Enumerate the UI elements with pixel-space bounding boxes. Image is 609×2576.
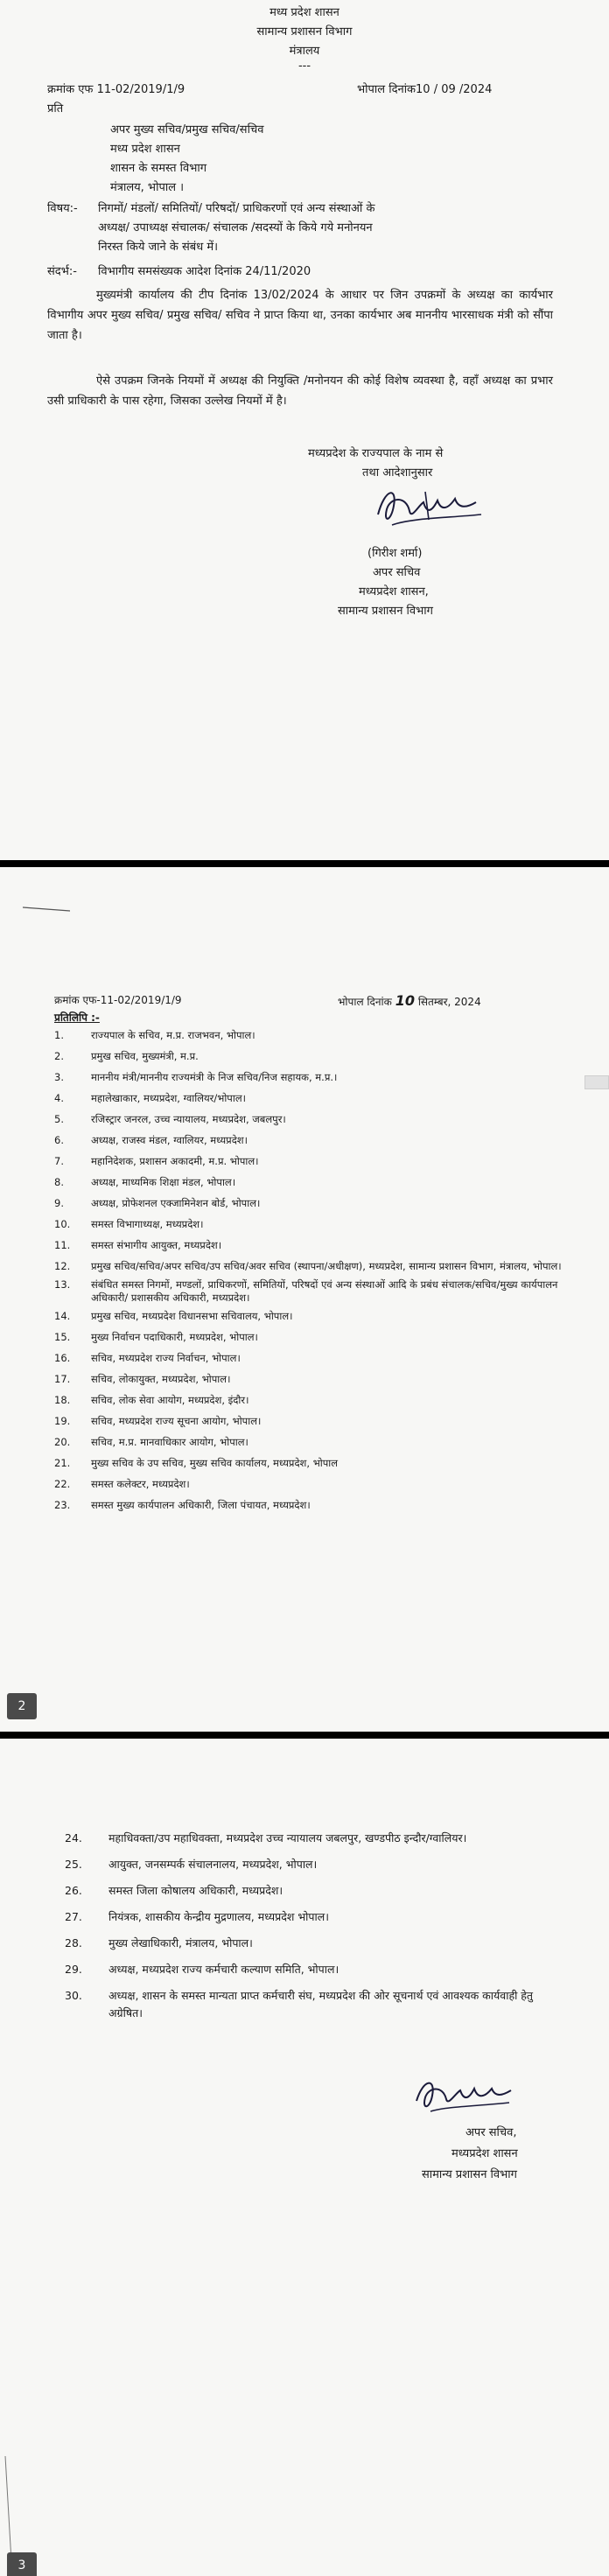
list-item: 26. समस्त जिला कोषालय अधिकारी, मध्यप्रदेश। [65, 1884, 284, 1897]
addressee-line: अपर मुख्य सचिव/प्रमुख सचिव/सचिव [110, 123, 264, 136]
list-item: 5. रजिस्ट्रार जनरल, उच्च न्यायालय, मध्यप्रदेश, जबलपुर। [54, 1113, 286, 1125]
list-item: 10. समस्त विभागाध्यक्ष, मध्यप्रदेश। [54, 1218, 204, 1230]
document-page-3 [0, 1739, 609, 2576]
list-item: 9. अध्यक्ष, प्रोफेशनल एक्जामिनेशन बोर्ड, भोपाल। [54, 1197, 261, 1209]
signer-designation: अपर सचिव [373, 566, 421, 579]
list-item: 4. महालेखाकार, मध्यप्रदेश, ग्वालियर/भोपाल। [54, 1092, 246, 1104]
list-item: 6. अध्यक्ष, राजस्व मंडल, ग्वालियर, मध्यप्रदेश। [54, 1134, 248, 1146]
list-item: 27. नियंत्रक, शासकीय केन्द्रीय मुद्रणालय, मध्यप्रदेश भोपाल। [65, 1910, 329, 1923]
signer-department: सामान्य प्रशासन विभाग [338, 605, 433, 618]
list-item: 19. सचिव, मध्यप्रदेश राज्य सूचना आयोग, भोपाल। [54, 1415, 262, 1427]
scroll-handle[interactable] [584, 1075, 609, 1089]
subject-line: निरस्त किये जाने के संबंध में। [98, 241, 219, 254]
header-govt: मध्य प्रदेश शासन [270, 6, 340, 19]
copy-label: प्रतिलिपि :- [54, 1012, 100, 1024]
paragraph-1: मुख्यमंत्री कार्यालय की टीप दिनांक 13/02/2024 के आधार पर जिन उपक्रमों के अध्यक्ष का कार्यभार विभागीय अपर मुख्य सचिव/ प्रमुख सचिव/ सचिव ने प्राप्त किया था, उनका कार्यभार अब माननीय भारसाधक मंत्री को सौंपा जाता है। [47, 289, 553, 342]
page-number-badge: 3 [7, 2552, 37, 2576]
governor-line-2: तथा आदेशानुसार [362, 466, 433, 480]
signer-name: (गिरीश शर्मा) [368, 547, 423, 560]
reference-text: विभागीय समसंख्यक आदेश दिनांक 24/11/2020 [98, 265, 312, 278]
list-item: 11. समस्त संभागीय आयुक्त, मध्यप्रदेश। [54, 1239, 222, 1251]
subject-line: निगमों/ मंडलों/ समितियों/ परिषदों/ प्राधिकरणों एवं अन्य संस्थाओं के [98, 202, 375, 215]
signer-government: मध्यप्रदेश शासन [452, 2147, 518, 2160]
prati-label: प्रति [47, 102, 64, 116]
list-item: 13. संबंधित समस्त निगमों, मण्डलों, प्राधिकरणों, समितियों, परिषदों एवं अन्य संस्थाओं आदि के प्रबंध संचालक/सचिव/मुख्य कार्यपालन अधिकारी/ प्रशासकीय अधिकारी, मध्यप्रदेश। [54, 1278, 558, 1304]
list-item: 12. प्रमुख सचिव/सचिव/अपर सचिव/उप सचिव/अवर सचिव (स्थापना/अधीक्षण), मध्यप्रदेश, सामान्य प्रशासन विभाग, मंत्रालय, भोपाल। [54, 1260, 562, 1272]
list-item: 16. सचिव, मध्यप्रदेश राज्य निर्वाचन, भोपाल। [54, 1352, 241, 1364]
list-item: 29. अध्यक्ष, मध्यप्रदेश राज्य कर्मचारी कल्याण समिति, भोपाल। [65, 1963, 340, 1976]
signer-department: सामान्य प्रशासन विभाग [422, 2168, 517, 2181]
order-number: क्रमांक एफ-11-02/2019/1/9 [54, 994, 182, 1006]
signer-designation: अपर सचिव, [466, 2126, 517, 2139]
reference-label: संदर्भ:- [47, 265, 77, 278]
addressee-line: मध्य प्रदेश शासन [110, 143, 180, 156]
list-item: 3. माननीय मंत्री/माननीय राज्यमंत्री के निज सचिव/निज सहायक, म.प्र.। [54, 1071, 338, 1083]
order-date [338, 992, 481, 1009]
copy-list-continued [65, 1830, 558, 2031]
governor-line-1: मध्यप्रदेश के राज्यपाल के नाम से [308, 447, 444, 460]
list-item: 22. समस्त कलेक्टर, मध्यप्रदेश। [54, 1478, 190, 1490]
header-dashes: --- [298, 60, 312, 73]
signature-image [408, 2071, 522, 2122]
list-item: 24. महाधिवक्ता/उप महाधिवक्ता, मध्यप्रदेश उच्च न्यायालय जबलपुर, खण्डपीठ इन्दौर/ग्वालियर। [65, 1831, 467, 1844]
list-item: 17. सचिव, लोकायुक्त, मध्यप्रदेश, भोपाल। [54, 1373, 231, 1385]
order-date-suffix: सितम्बर, 2024 [417, 996, 481, 1008]
list-item: 30. अध्यक्ष, शासन के समस्त मान्यता प्राप्त कर्मचारी संघ, मध्यप्रदेश की ओर सूचनार्थ एवं आवश्यक कार्यवाही हेतु अग्रेषित। [65, 1989, 534, 2020]
header-dept: सामान्य प्रशासन विभाग [256, 25, 353, 38]
paragraph-2: ऐसे उपक्रम जिनके नियमों में अध्यक्ष की नियुक्ति /मनोनयन की कोई विशेष व्यवस्था है, वहाँ अध्यक्ष का प्रभार उसी प्राधिकारी के पास रहेगा, जिसका उल्लेख नियमों में है। [47, 374, 553, 408]
order-date-prefix: भोपाल दिनांक [338, 996, 392, 1008]
list-item: 20. सचिव, म.प्र. मानवाधिकार आयोग, भोपाल। [54, 1436, 248, 1448]
order-date-day: 10 [395, 992, 415, 1009]
scan-mark [21, 902, 74, 914]
order-date: भोपाल दिनांक10 / 09 /2024 [357, 83, 493, 96]
document-page-1 [0, 0, 609, 860]
list-item: 2. प्रमुख सचिव, मुख्यमंत्री, म.प्र. [54, 1050, 199, 1062]
list-item: 23. समस्त मुख्य कार्यपालन अधिकारी, जिला पंचायत, मध्यप्रदेश। [54, 1499, 311, 1511]
addressee-line: शासन के समस्त विभाग [110, 162, 207, 175]
copy-list [54, 1029, 579, 1520]
signer-government: मध्यप्रदेश शासन, [359, 585, 429, 598]
order-number: क्रमांक एफ 11-02/2019/1/9 [47, 83, 186, 96]
page-number-badge: 2 [7, 1693, 37, 1719]
document-page-2 [0, 867, 609, 1732]
subject-label: विषय:- [47, 202, 78, 215]
list-item: 21. मुख्य सचिव के उप सचिव, मुख्य सचिव कार्यालय, मध्यप्रदेश, भोपाल [54, 1457, 339, 1469]
list-item: 28. मुख्य लेखाधिकारी, मंत्रालय, भोपाल। [65, 1936, 253, 1950]
subject-line: अध्यक्ष/ उपाध्यक्ष संचालक/ संचालक /सदस्यों के किये गये मनोनयन [98, 221, 373, 234]
list-item: 14. प्रमुख सचिव, मध्यप्रदेश विधानसभा सचिवालय, भोपाल। [54, 1310, 293, 1322]
header-secretariat: मंत्रालय [289, 45, 320, 58]
list-item: 18. सचिव, लोक सेवा आयोग, मध्यप्रदेश, इंदौर। [54, 1394, 249, 1406]
list-item: 8. अध्यक्ष, माध्यमिक शिक्षा मंडल, भोपाल। [54, 1176, 236, 1188]
addressee-line: मंत्रालय, भोपाल । [110, 181, 185, 194]
list-item: 15. मुख्य निर्वाचन पदाधिकारी, मध्यप्रदेश, भोपाल। [54, 1331, 258, 1343]
list-item: 25. आयुक्त, जनसम्पर्क संचालनालय, मध्यप्रदेश, भोपाल। [65, 1858, 318, 1871]
signature-image [368, 480, 499, 541]
list-item: 7. महानिदेशक, प्रशासन अकादमी, म.प्र. भोपाल। [54, 1155, 259, 1167]
list-item: 1. राज्यपाल के सचिव, म.प्र. राजभवन, भोपाल। [54, 1029, 256, 1041]
